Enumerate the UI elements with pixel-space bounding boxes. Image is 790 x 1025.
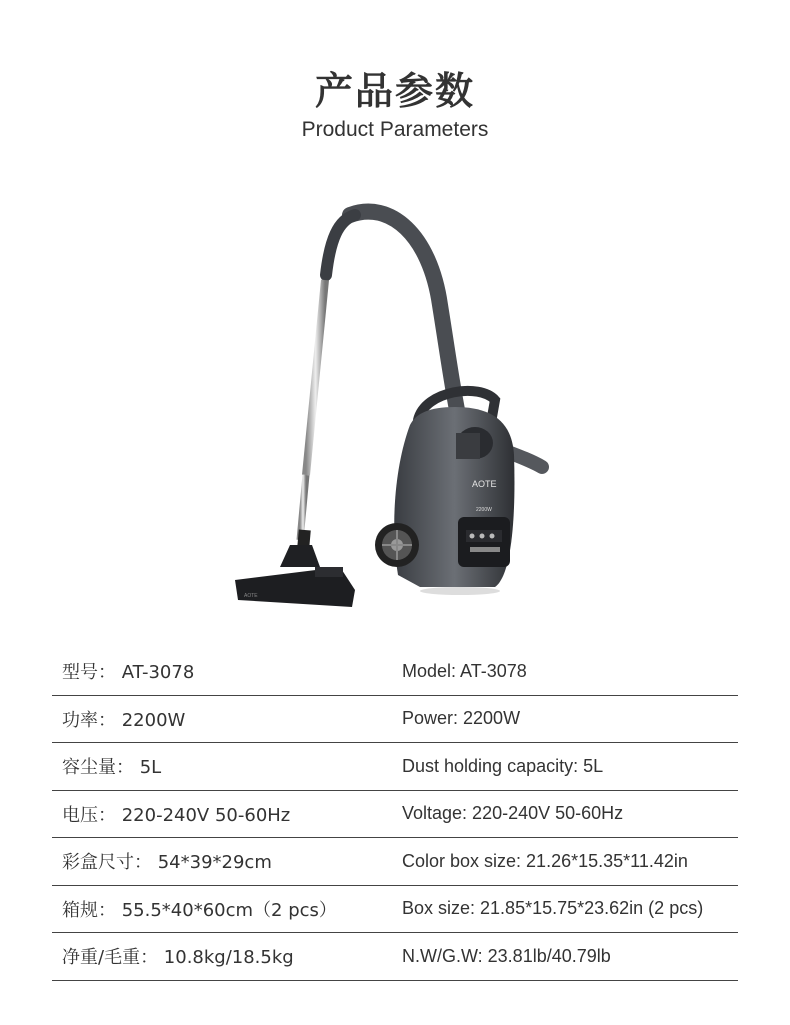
spec-row-box-size — [52, 886, 738, 934]
spec-cn-label: 净重/毛重： 10.8kg/18.5kg — [62, 947, 294, 969]
brand-mark: AOTE — [472, 479, 497, 489]
spec-en-label: Box size: 21.85*15.75*23.62in (2 pcs) — [402, 898, 704, 919]
spec-en-label: Power: 2200W — [402, 708, 521, 729]
spec-cn-label: 电压： 220-240V 50-60Hz — [62, 804, 291, 826]
spec-en-label: Voltage: 220-240V 50-60Hz — [402, 803, 624, 824]
page-title-cn: 产品参数 — [314, 69, 475, 113]
spec-en-label: Dust holding capacity: 5L — [402, 755, 604, 776]
spec-cn-label: 箱规： 55.5*40*60cm（2 pcs） — [62, 899, 337, 921]
spec-cn-label: 型号： AT-3078 — [62, 662, 195, 684]
power-badge: 2200W — [476, 507, 492, 513]
vacuum-cleaner-image — [220, 195, 570, 615]
spec-en-label: N.W/G.W: 23.81lb/40.79lb — [402, 945, 611, 966]
page-title-en: Product Parameters — [301, 118, 489, 141]
spec-row-color-box — [52, 838, 738, 886]
spec-cn-label: 功率： 2200W — [62, 709, 186, 731]
spec-row-voltage — [52, 791, 738, 839]
spec-cn-label: 彩盒尺寸： 54*39*29cm — [62, 852, 272, 874]
spec-row-weight — [52, 933, 738, 981]
svg-text:AOTE: AOTE — [244, 593, 258, 599]
spec-cn-label: 容尘量： 5L — [62, 757, 162, 779]
spec-en-label: Color box size: 21.26*15.35*11.42in — [402, 850, 688, 871]
spec-row-power — [52, 696, 738, 744]
spec-row-capacity — [52, 743, 738, 791]
spec-row-model — [52, 648, 738, 696]
spec-table — [52, 648, 738, 981]
spec-en-label: Model: AT-3078 — [402, 660, 527, 681]
